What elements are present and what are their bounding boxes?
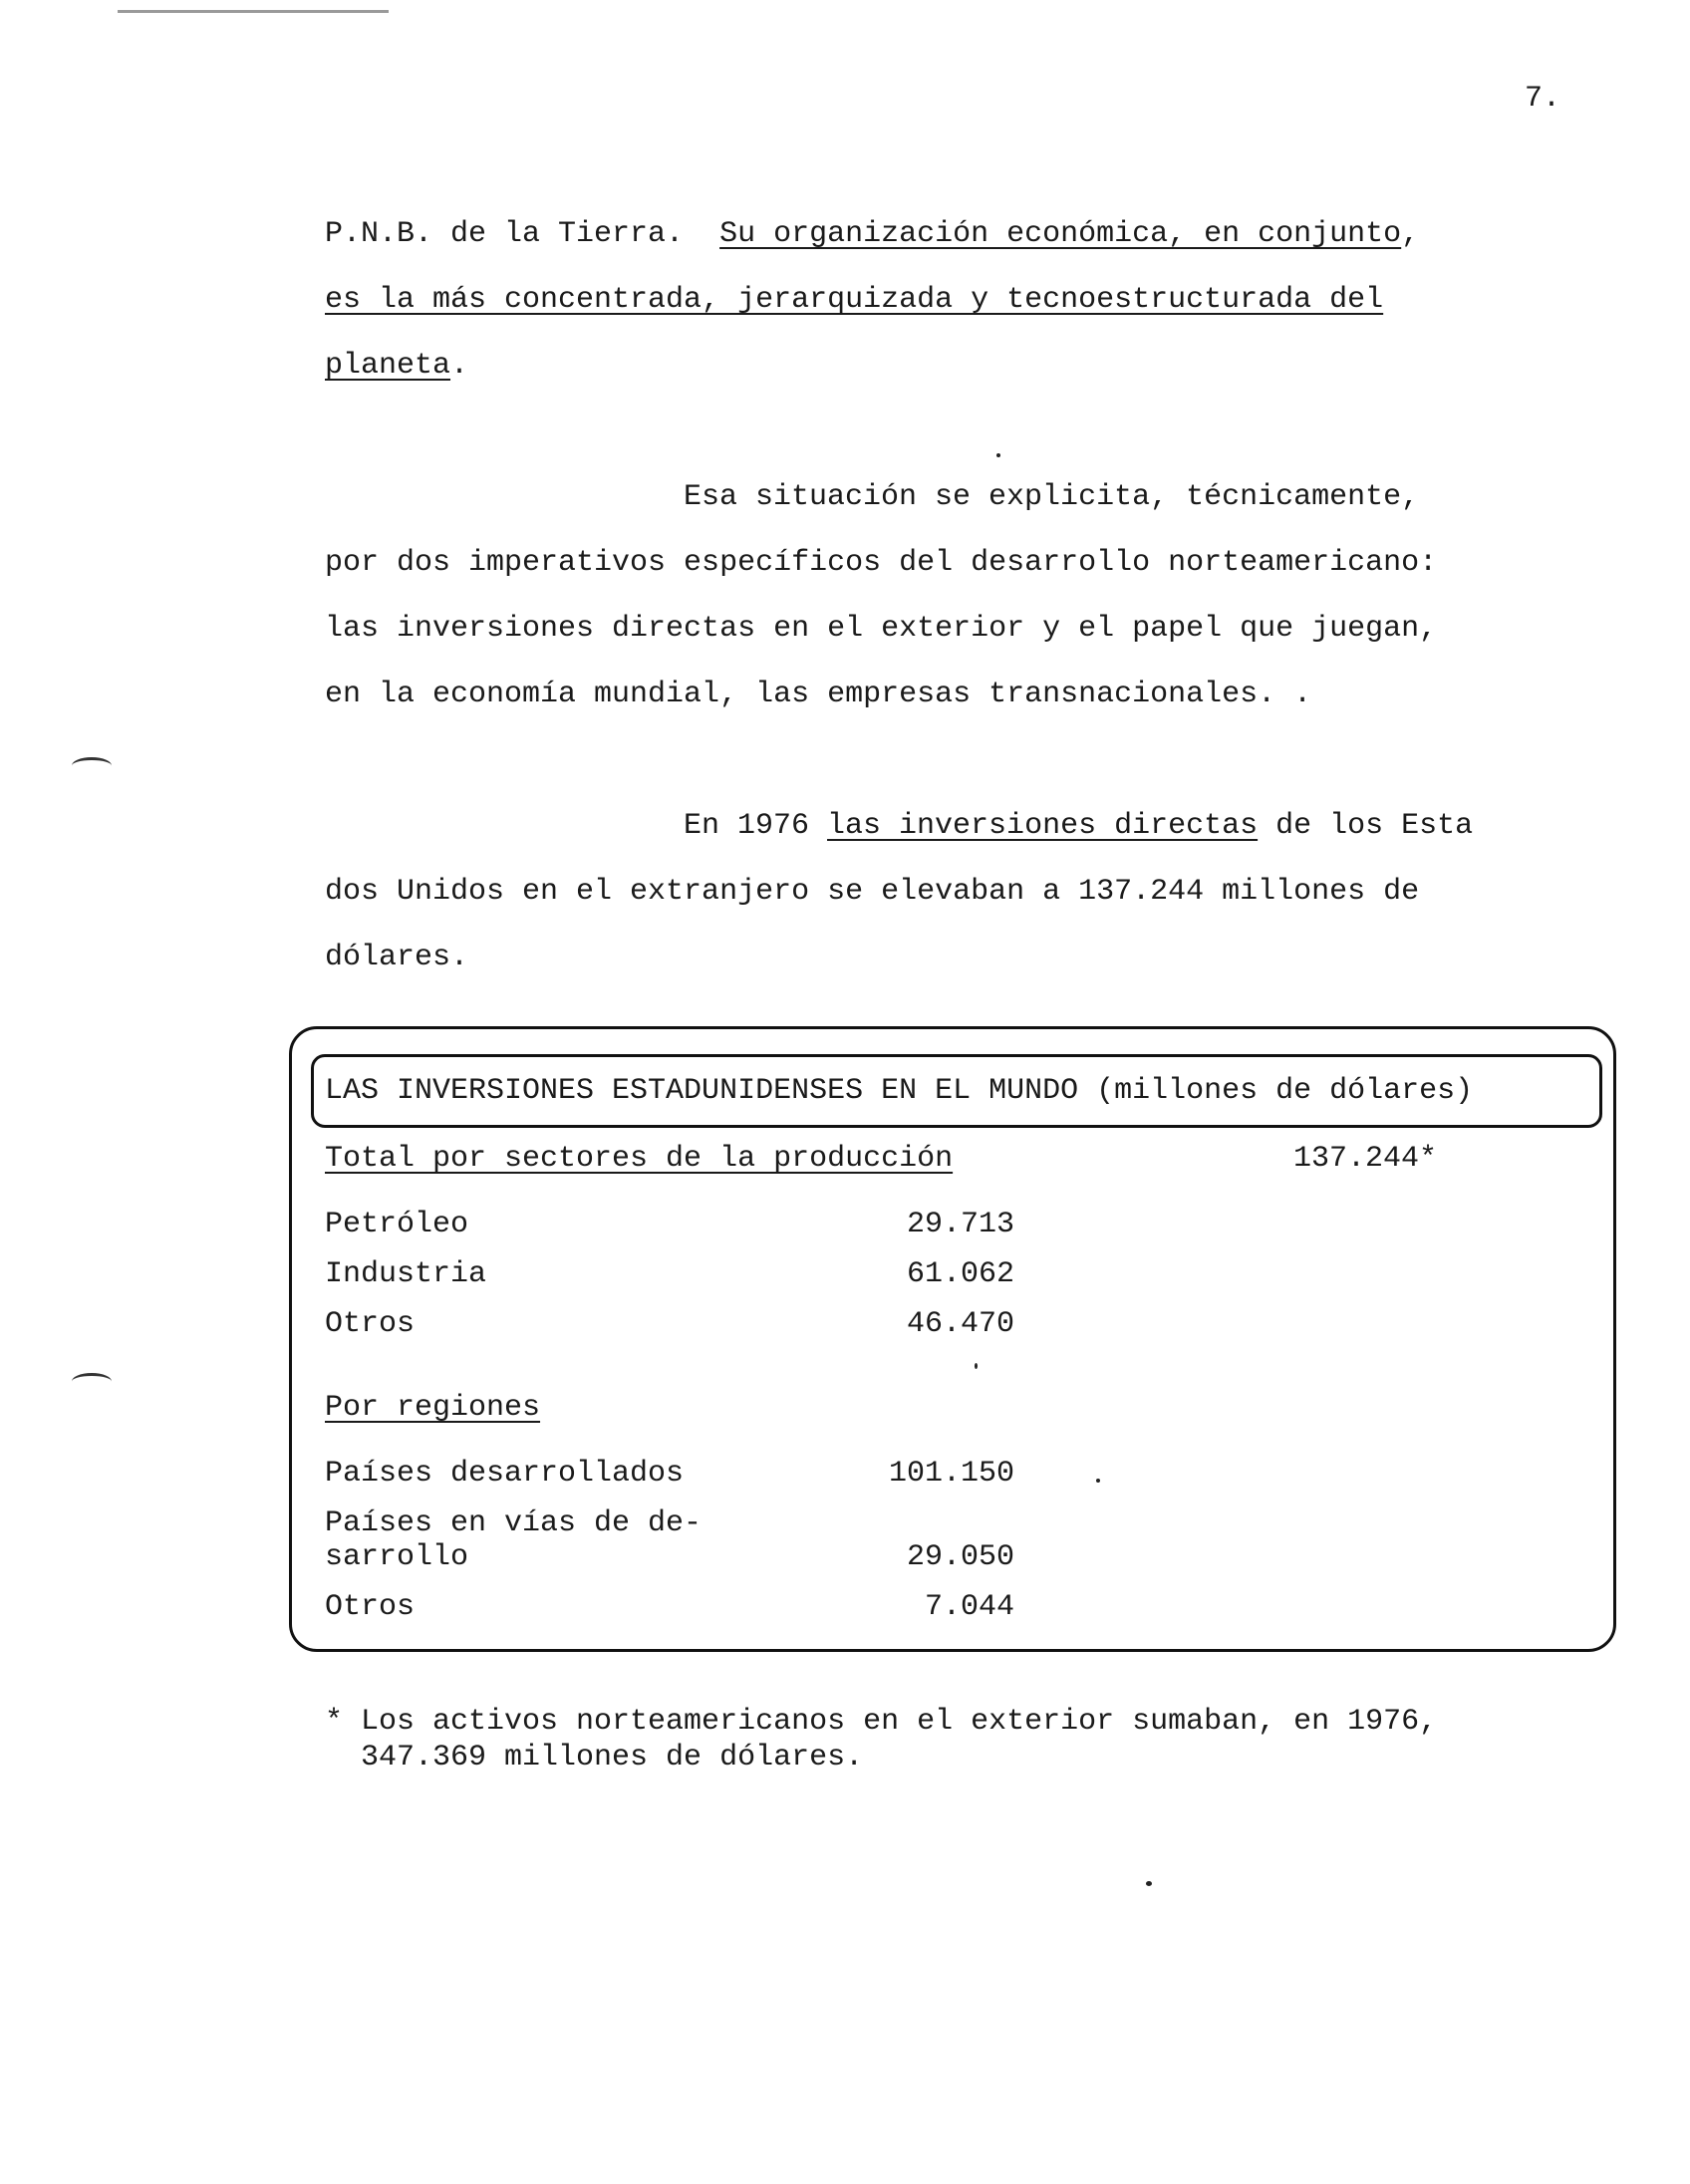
footnote-line-2: 347.369 millones de dólares. xyxy=(325,1741,864,1774)
paragraph-1-underlined-text: es la más concentrada, jerarquizada y tecnoestructurada del xyxy=(325,283,1384,317)
region-label-en-desarrollo-cont: sarrollo xyxy=(325,1540,469,1574)
paragraph-1-punctuation: . xyxy=(450,349,469,383)
regions-heading: Por regiones xyxy=(325,1391,541,1425)
paragraph-1-line-1 xyxy=(325,201,1419,267)
paragraph-3-text: de los Esta xyxy=(1258,809,1474,843)
paragraph-3-underlined-text: las inversiones directas xyxy=(827,809,1259,843)
paragraph-1-underlined-text: planeta xyxy=(325,349,451,383)
paragraph-2-line-2: por dos imperativos específicos del desarrollo norteamericano: xyxy=(325,546,1438,580)
total-value: 137.244* xyxy=(1293,1142,1438,1176)
paragraph-2-line-4: en la economía mundial, las empresas transnacionales. . xyxy=(325,678,1312,711)
sectors-heading: Total por sectores de la producción xyxy=(325,1142,954,1176)
sector-label-industria: Industria xyxy=(325,1257,487,1291)
paragraph-1-text: P.N.B. de la Tierra. xyxy=(325,217,720,251)
paragraph-3-text: En 1976 xyxy=(684,809,828,843)
sector-value-industria: 61.062 xyxy=(906,1257,1014,1291)
margin-scan-mark xyxy=(72,1373,112,1390)
region-label-desarrollados: Países desarrollados xyxy=(325,1457,685,1491)
paragraph-1-line-2 xyxy=(325,267,1383,333)
region-label-otros: Otros xyxy=(325,1590,416,1624)
margin-scan-mark xyxy=(72,757,112,774)
sector-value-otros: 46.470 xyxy=(906,1307,1014,1341)
footnote-line-1: * Los activos norteamericanos en el exterior sumaban, en 1976, xyxy=(325,1705,1438,1739)
paragraph-3-line-2: dos Unidos en el extranjero se elevaban a 137.244 millones de xyxy=(325,875,1420,909)
scan-speck xyxy=(996,453,1000,457)
region-label-en-desarrollo: Países en vías de de- xyxy=(325,1506,703,1540)
investment-table-title: LAS INVERSIONES ESTADUNIDENSES EN EL MUNDO (millones de dólares) xyxy=(325,1074,1474,1108)
scan-speck xyxy=(975,1363,978,1369)
scan-speck xyxy=(1096,1479,1100,1483)
footnote xyxy=(325,1704,1437,1775)
paragraph-2-line-3: las inversiones directas en el exterior y el papel que juegan, xyxy=(325,612,1438,646)
region-value-otros: 7.044 xyxy=(924,1590,1014,1624)
paragraph-3-line-3: dólares. xyxy=(325,941,469,974)
paragraph-1-underlined-text: Su organización económica, en conjunto xyxy=(719,217,1402,251)
scan-speck xyxy=(1146,1881,1152,1886)
sector-label-otros: Otros xyxy=(325,1307,416,1341)
paragraph-1-punctuation: , xyxy=(1401,217,1420,251)
region-value-en-desarrollo: 29.050 xyxy=(906,1540,1014,1574)
paragraph-2-line-1: Esa situación se explicita, técnicamente, xyxy=(684,480,1420,514)
scan-artifact-line xyxy=(118,10,389,13)
paragraph-3-line-1 xyxy=(684,793,1473,859)
sector-value-petroleo: 29.713 xyxy=(906,1208,1014,1241)
page-number: 7. xyxy=(1525,82,1561,116)
sector-label-petroleo: Petróleo xyxy=(325,1208,469,1241)
paragraph-1-line-3 xyxy=(325,333,468,399)
region-value-desarrollados: 101.150 xyxy=(888,1457,1014,1491)
